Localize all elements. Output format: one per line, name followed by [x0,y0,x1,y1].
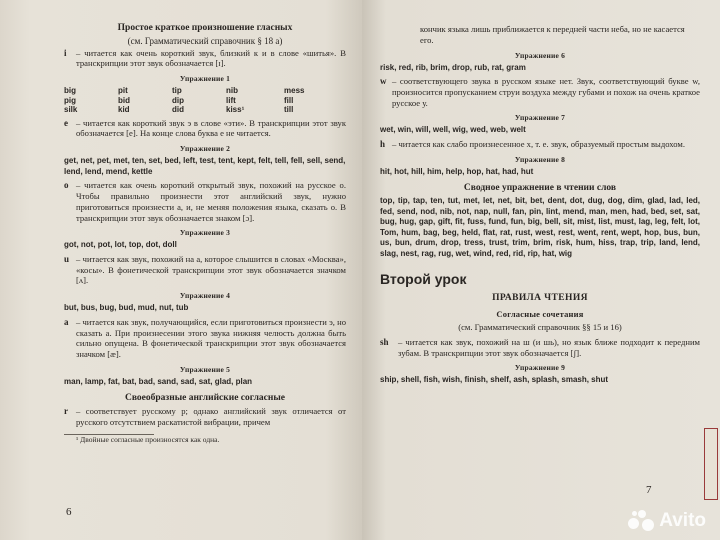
rule-text: – соответствующего звука в русском языке нет. Звук, соответствующий букве w, произносится пропусканием струи воздуха между губами и похож на очень краткое русское у. [392,76,700,108]
exercise-1-word: tip [172,86,182,96]
rule-u [64,254,346,286]
rule-i [64,48,346,70]
exercise-1-word: dip [172,95,184,105]
continuation-text: кончик языка лишь приближается к передней части неба, но не касается его. [420,24,685,45]
page-number-right: 7 [646,484,652,496]
rule-h [380,139,700,150]
footnote: ¹ Двойные согласные произносятся как одна. [76,435,220,445]
right-page [362,0,720,540]
grammar-ref: (см. Грамматический справочник § 18 а) [127,36,283,46]
rule-e [64,118,346,140]
rule-text: – читается как звук, похожий на а, которое слышится в словах «Москва», «косы». В фонетической транскрипции этот звук обозначается значком [ʌ]. [76,253,346,286]
rule-key: sh [380,336,389,347]
rule-text: – читается как звук, получающийся, если приготовиться произнести э, но сказать а. При произнесении этого звука нижняя челюсть должна быть сильно опущена. В фонетической транскрипции этот звук обозначается значком [æ]. [76,316,346,360]
avito-logo-icon [628,510,654,532]
exercise-1-word: silk [64,105,78,115]
rule-text: – соответствует русскому р; однако английский звук отличается от русского отсутствием раскатистой вибрации, причем [76,406,346,428]
heading-reading-rules: ПРАВИЛА ЧТЕНИЯ [492,293,588,304]
exercise-8-words: hit, hot, hill, him, help, hop, hat, had, hut [380,166,534,176]
rule-key: a [64,316,69,327]
rule-text: – читается как очень короткий звук, близкий к и в слове «шитья». В транскрипции этот звук обозначается [ɪ]. [76,47,346,69]
exercise-2-title: Упражнение 2 [179,144,231,154]
exercise-1-word: kid [118,105,130,115]
rule-key: i [64,47,67,58]
exercise-1-word: kiss¹ [226,105,245,115]
exercise-6-words: risk, red, rib, brim, drop, rub, rat, gram [380,62,526,72]
exercise-1-word: bid [118,95,130,105]
exercise-1-word: pig [64,95,76,105]
rule-key: o [64,180,69,191]
exercise-3-words: got, not, pot, lot, top, dot, doll [64,240,177,250]
exercise-4-title: Упражнение 4 [179,291,231,301]
exercise-1-word: mess [284,86,305,96]
exercise-1-word: till [284,105,294,115]
exercise-6-title: Упражнение 6 [514,50,566,60]
rule-o [64,180,346,223]
exercise-5-title: Упражнение 5 [179,364,231,374]
rule-w [380,76,700,108]
page-number-left: 6 [66,506,72,518]
grammar-ref-2: (см. Грамматический справочник §§ 15 и 16) [458,322,622,333]
rule-text: – читается как короткий звук э в слове «эти». В транскрипции этот звук обозначается [e]. На конце слова буква е не читается. [76,117,346,139]
rule-key: w [380,76,387,87]
rule-key: e [64,117,68,128]
rule-sh [380,337,700,359]
summary-words: top, tip, tap, ten, tut, met, let, net, bit, bet, dent, dot, dug, dog, dim, glad, lad, led, fed, send, nod, nib, not, nap, null, fan, pin, lint, mend, man, men, had, bed, set, sat, bug, hug, gap, gift, fit, fuss, fund, fun, big, bell, sit, mist, list, must, lag, leg, felt, lot, Tom, hum, bag, beg, held, flat, rat, rust, west, rest, went, rent, wept, hop, bus, bun, us, bun, drum, drop, tress, trust, trim, brim, risk, hum, hiss, trap, trip, land, lend, slag, nest, rag, rug, wet, wind, red, rid, rip, hat, wig [380,196,700,258]
exercise-9-words: ship, shell, fish, wish, finish, shelf, ash, splash, smash, shut [380,375,609,385]
exercise-7-words: wet, win, will, well, wig, wed, web, welt [380,125,526,135]
exercise-1-word: big [64,86,76,96]
exercise-5-words: man, lamp, fat, bat, bad, sand, sad, sat, glad, plan [64,376,253,386]
exercise-1-word: did [172,105,184,115]
rule-key: u [64,253,70,264]
rule-key: r [64,406,68,417]
rule-text: – читается как очень короткий открытый звук, похожий на русское о. Чтобы правильно произнести этот английский звук, нужно приготовиться произнести а, и, не меняя положения языка, сказать о. В транскрипции этот звук обозначается знаком [ɔ]. [76,180,346,223]
avito-watermark [628,510,706,532]
avito-wordmark: Avito [659,510,706,531]
lesson-title: Второй урок [380,271,467,288]
exercise-9-title: Упражнение 9 [514,363,566,373]
exercise-2-words: get, net, pet, met, ten, set, bed, left, test, tent, kept, felt, tell, fell, sell, send, lend, lend, mend, kettle [64,156,346,176]
exercise-1-word: lift [226,95,236,105]
rule-a [64,317,346,360]
exercise-1-grid [64,86,346,115]
rule-text: – читается как слабо произнесенное х, т. е. звук, образуемый простым выдохом. [392,138,685,149]
rule-r [64,406,346,428]
heading-consonants: Своеобразные английские согласные [124,393,285,404]
exercise-4-words: but, bus, bug, bud, mud, nut, tub [64,303,189,313]
exercise-1-word: pit [118,86,128,96]
exercise-1-title: Упражнение 1 [179,74,231,84]
heading-vowels: Простое краткое произношение гласных [117,23,293,33]
rule-key: h [380,138,386,149]
heading-consonant-combos: Согласные сочетания [496,309,584,320]
heading-summary: Сводное упражнение в чтении слов [463,183,617,194]
library-sticker [704,428,718,500]
exercise-7-title: Упражнение 7 [514,113,566,123]
exercise-1-word: fill [284,95,294,105]
rule-text: – читается как звук, похожий на ш (и шь), но язык ближе подходит к передним зубам. В транскрипции этот звук обозначается [ʃ]. [398,336,700,358]
exercise-8-title: Упражнение 8 [514,154,566,164]
exercise-3-title: Упражнение 3 [179,228,231,238]
exercise-1-word: nib [226,86,238,96]
